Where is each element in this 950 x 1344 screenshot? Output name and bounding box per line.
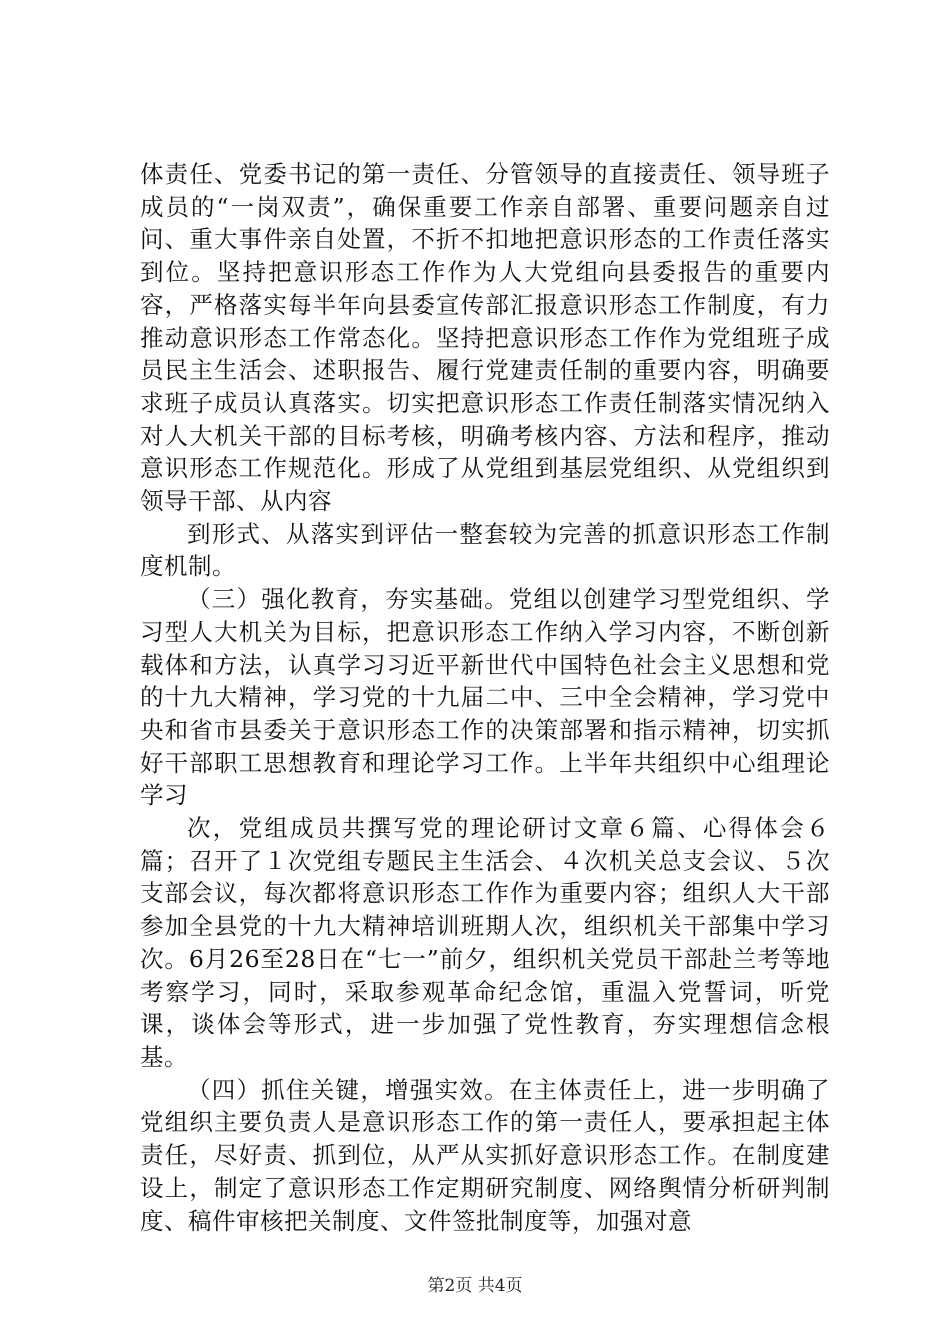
paragraph-study-activities: 次，党组成员共撰写党的理论研讨文章６篇、心得体会６篇；召开了１次党组专题民主生活会、４次机关总支会议、５次支部会议，每次都将意识形态工作作为重要内容；组织人大干部参加全县党的十九大精神培训班期人次，组织机关干部集中学习次。6月26至28日在“七一”前夕，组织机关党员干部赴兰考等地考察学习，同时，采取参观革命纪念馆，重温入党誓词，听党课，谈体会等形式，进一步加强了党性教育，夯实理想信念根基。 — [140, 814, 830, 1071]
page-footer: 第2页 共4页 — [427, 1276, 523, 1296]
paragraph-responsibility: 体责任、党委书记的第一责任、分管领导的直接责任、领导班子成员的“一岗双责”，确保重要工作亲自部署、重要问题亲自过问、重大事件亲自处置，不折不扣地把意识形态的工作责任落实到位。坚持把意识形态工作作为人大党组向县委报告的重要内容，严格落实每半年向县委宣传部汇报意识形态工作制度，有力推动意识形态工作常态化。坚持把意识形态工作作为党组班子成员民主生活会、述职报告、履行党建责任制的重要内容，明确要求班子成员认真落实。切实把意识形态工作责任制落实情况纳入对人大机关干部的目标考核，明确考核内容、方法和程序，推动意识形态工作规范化。形成了从党组到基层党组织、从党组织到领导干部、从内容 — [140, 160, 830, 516]
paragraph-key-measures: （四）抓住关键，增强实效。在主体责任上，进一步明确了党组织主要负责人是意识形态工作的第一责任人，要承担起主体责任，尽好责、抓到位，从严从实抓好意识形态工作。在制度建设上，制定了意识形态工作定期研究制度、网络舆情分析研判制度、稿件审核把关制度、文件签批制度等，加强对意 — [140, 1075, 830, 1235]
document-body — [140, 158, 830, 1237]
paragraph-mechanism: 到形式、从落实到评估一整套较为完善的抓意识形态工作制度机制。 — [140, 519, 830, 581]
paragraph-education: （三）强化教育，夯实基础。党组以创建学习型党组织、学习型人大机关为目标，把意识形态工作纳入学习内容，不断创新载体和方法，认真学习习近平新世代中国特色社会主义思想和党的十九大精神，学习党的十九届二中、三中全会精神，学习党中央和省市县委关于意识形态工作的决策部署和指示精神，切实抓好干部职工思想教育和理论学习工作。上半年共组织中心组理论学习 — [140, 585, 830, 810]
